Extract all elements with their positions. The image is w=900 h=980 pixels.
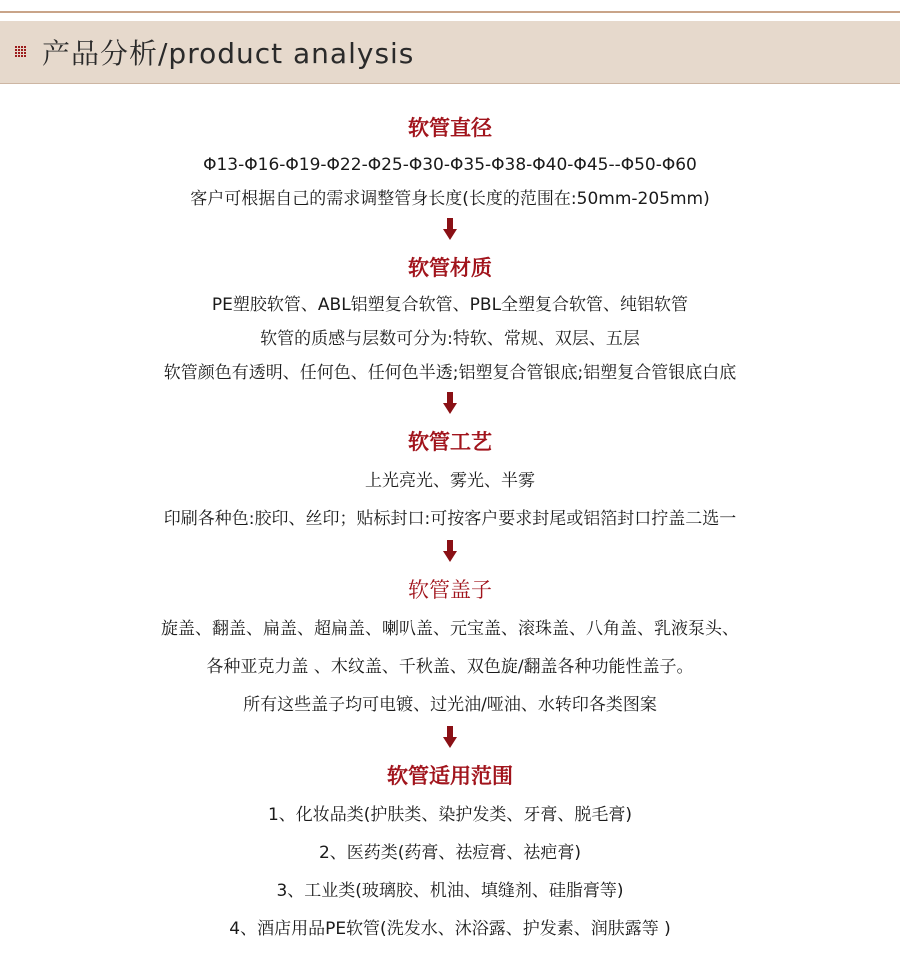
section-title-diameter: 软管直径 (408, 116, 492, 140)
section-title-craft: 软管工艺 (408, 430, 492, 454)
top-divider (0, 11, 900, 13)
material-layers: 软管的质感与层数可分为:特软、常规、双层、五层 (260, 329, 640, 349)
diameter-sizes: Φ13-Φ16-Φ19-Φ22-Φ25-Φ30-Φ35-Φ38-Φ40-Φ45--Φ50-Φ60 (203, 155, 697, 175)
caps-list-1: 旋盖、翻盖、扁盖、超扁盖、喇叭盖、元宝盖、滚珠盖、八角盖、乳液泵头、 (161, 619, 739, 639)
caps-finish: 所有这些盖子均可电镀、过光油/哑油、水转印各类图案 (243, 695, 657, 715)
application-item: 1、化妆品类(护肤类、染护发类、牙膏、脱毛膏) (267, 805, 633, 825)
section-header (0, 21, 900, 83)
material-types: PE塑胶软管、ABL铝塑复合软管、PBL全塑复合软管、纯铝软管 (211, 295, 689, 315)
page-title: 产品分析/product analysis (42, 37, 415, 70)
section-title-caps: 软管盖子 (408, 578, 492, 602)
down-arrow-icon (0, 216, 900, 248)
craft-finish: 上光亮光、雾光、半雾 (365, 471, 535, 491)
craft-printing: 印刷各种色:胶印、丝印；贴标封口:可按客户要求封尾或铝箔封口拧盖二选一 (163, 509, 737, 529)
application-item: 4、酒店用品PE软管(洗发水、沐浴露、护发素、润肤露等 ) (229, 919, 671, 939)
material-colors: 软管颜色有透明、任何色、任何色半透;铝塑复合管银底;铝塑复合管银底白底 (163, 363, 737, 383)
grid-icon (15, 46, 28, 59)
down-arrow-icon (0, 538, 900, 570)
application-item: 2、医药类(药膏、祛痘膏、祛疤膏) (318, 843, 582, 863)
section-title-applications: 软管适用范围 (387, 764, 513, 788)
analysis-content (0, 108, 900, 948)
length-note: 客户可根据自己的需求调整管身长度(长度的范围在:50mm-205mm) (190, 189, 710, 209)
application-item: 3、工业类(玻璃胶、机油、填缝剂、硅脂膏等) (276, 881, 624, 901)
down-arrow-icon (0, 390, 900, 422)
down-arrow-icon (0, 724, 900, 756)
section-title-material: 软管材质 (408, 256, 492, 280)
caps-list-2: 各种亚克力盖 、木纹盖、千秋盖、双色旋/翻盖各种功能性盖子。 (206, 657, 694, 677)
